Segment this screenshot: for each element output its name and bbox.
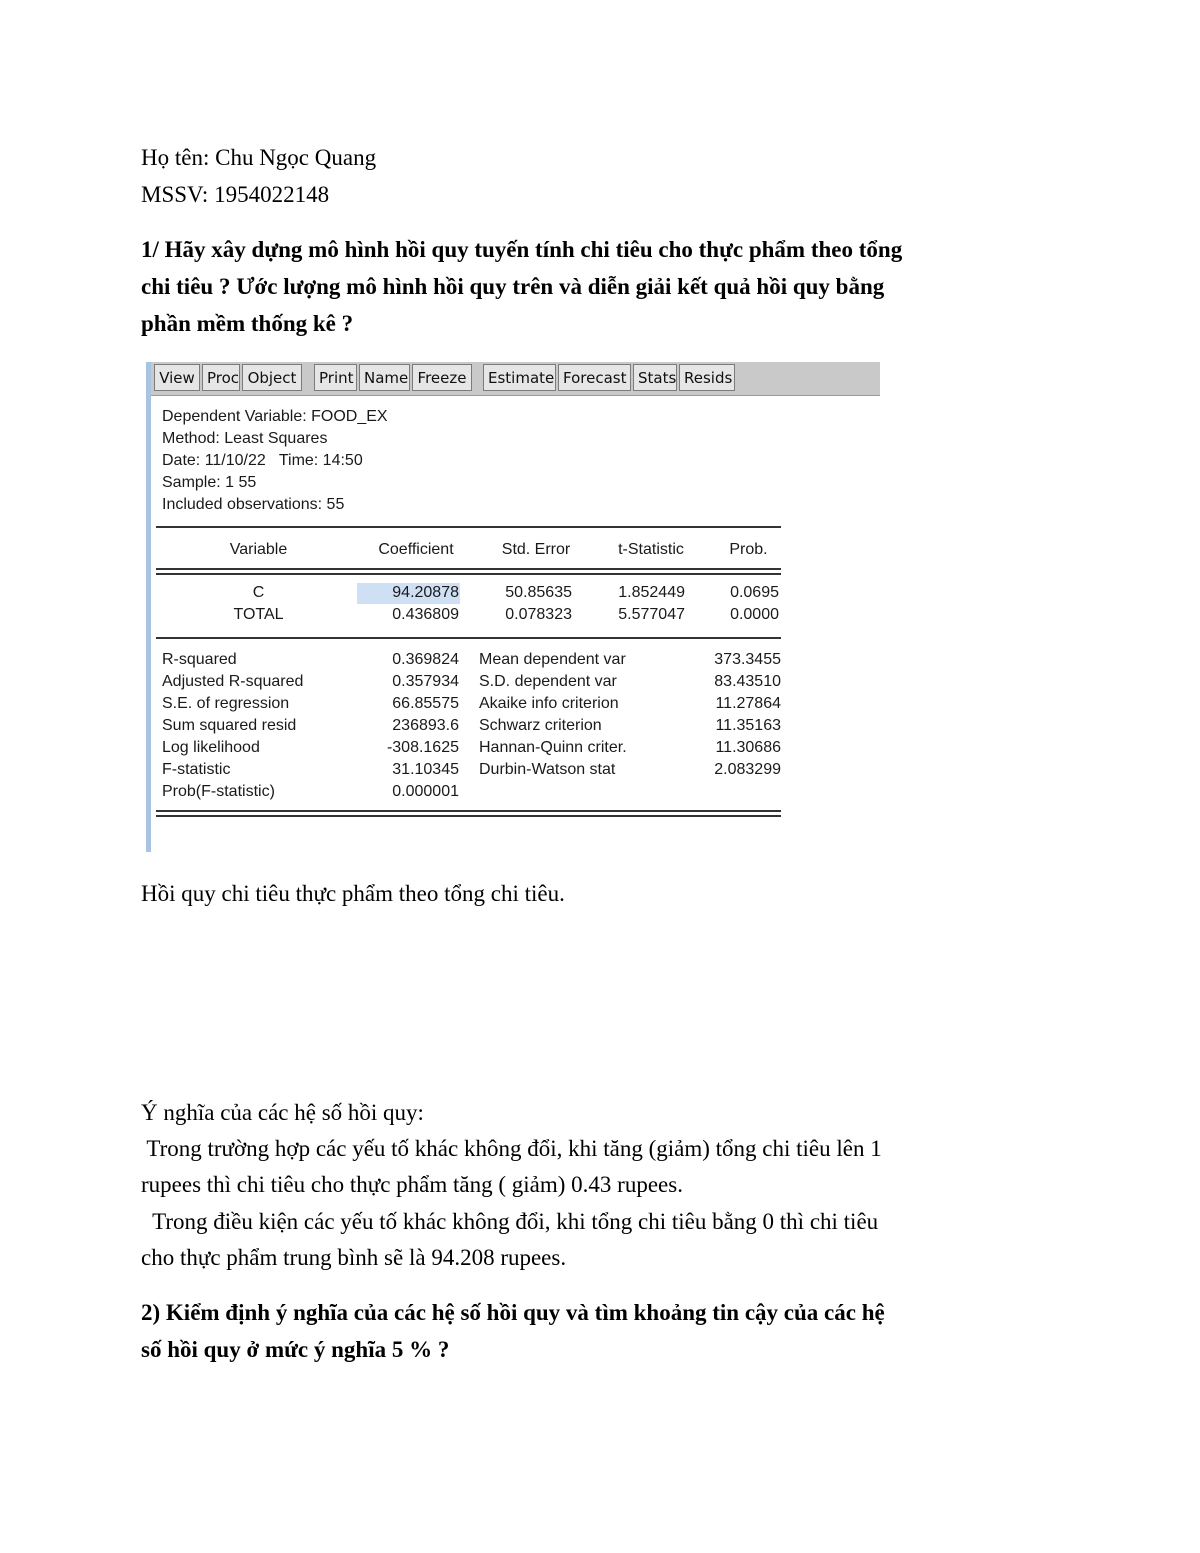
stat-label: Schwarz criterion [479,717,602,734]
column-header-t-statistic: t-Statistic [618,541,684,558]
prob-value: 0.0695 [730,584,779,601]
window-left-border [146,362,151,852]
stat-label: Mean dependent var [479,651,626,668]
method-info: Method: Least Squares [162,430,328,447]
question-1-line-3: phần mềm thống kê ? [141,311,354,336]
question-2-line-1: 2) Kiểm định ý nghĩa của các hệ số hồi quy và tìm khoảng tin cậy của các hệ [141,1300,885,1325]
stat-value: 0.357934 [392,673,459,690]
coefficient-value: 0.436809 [392,606,459,623]
stat-label: Log likelihood [162,739,260,756]
variable-name: C [252,584,265,601]
freeze-button[interactable]: Freeze [412,364,472,391]
stat-value: 11.27864 [715,695,781,712]
meaning-line-3: Trong điều kiện các yếu tố khác không đổi, khi tổng chi tiêu bằng 0 thì chi tiêu [141,1209,879,1234]
date-time-info: Date: 11/10/22 Time: 14:50 [162,452,363,469]
estimate-button[interactable]: Estimate [483,364,556,391]
stat-value: -308.1625 [386,739,459,756]
object-button[interactable]: Object [242,364,302,391]
meaning-line-1: Trong trường hợp các yếu tố khác không đổi, khi tăng (giảm) tổng chi tiêu lên 1 [141,1136,882,1161]
header-rule-1 [156,568,781,570]
stat-value: 2.083299 [714,761,781,778]
stat-label: F-statistic [162,761,231,778]
figure-caption: Hồi quy chi tiêu thực phẩm theo tổng chi tiêu. [141,881,565,906]
forecast-button[interactable]: Forecast [558,364,631,391]
variable-name: TOTAL [233,606,284,623]
stat-label: R-squared [162,651,237,668]
stats-rule [156,637,781,639]
resids-button[interactable]: Resids [679,364,735,391]
observations-info: Included observations: 55 [162,496,345,513]
bottom-rule-1 [156,810,781,812]
stat-value: 373.3455 [714,651,781,668]
stat-value: 236893.6 [392,717,459,734]
stat-label: Hannan-Quinn criter. [479,739,627,756]
column-header-prob: Prob. [729,541,768,558]
stat-value: 0.369824 [392,651,459,668]
question-1-line-2: chi tiêu ? Ước lượng mô hình hồi quy trên và diễn giải kết quả hồi quy bằng [141,274,885,299]
std-error-value: 0.078323 [505,606,572,623]
t-statistic-value: 1.852449 [618,584,685,601]
bottom-rule-2 [156,815,781,817]
stat-value: 11.30686 [715,739,781,756]
stat-value: 0.000001 [392,783,459,800]
meaning-title: Ý nghĩa của các hệ số hồi quy: [141,1100,424,1125]
print-button[interactable]: Print [314,364,357,391]
student-name: Họ tên: Chu Ngọc Quang [141,145,377,170]
prob-value: 0.0000 [730,606,779,623]
stat-label: Durbin-Watson stat [479,761,616,778]
view-button[interactable]: View [154,364,200,391]
stat-label: Sum squared resid [162,717,297,734]
header-rule-2 [156,573,781,575]
stat-value: 11.35163 [715,717,781,734]
meaning-line-4: cho thực phẩm trung bình sẽ là 94.208 rupees. [141,1245,567,1270]
name-button[interactable]: Name [359,364,410,391]
dependent-variable-info: Dependent Variable: FOOD_EX [162,408,388,425]
stat-label: S.E. of regression [162,695,290,712]
coefficient-value: 94.20878 [392,584,459,601]
table-top-rule [156,526,781,528]
question-1-line-1: 1/ Hãy xây dựng mô hình hồi quy tuyến tính chi tiêu cho thực phẩm theo tổng [141,237,903,262]
t-statistic-value: 5.577047 [618,606,685,623]
stat-value: 83.43510 [714,673,781,690]
stat-value: 31.10345 [392,761,459,778]
regression-output-window [146,362,880,852]
sample-info: Sample: 1 55 [162,474,257,491]
proc-button[interactable]: Proc [202,364,240,391]
std-error-value: 50.85635 [505,584,572,601]
question-2-line-2: số hồi quy ở mức ý nghĩa 5 % ? [141,1337,450,1362]
stat-value: 66.85575 [392,695,459,712]
column-header-variable: Variable [229,541,288,558]
column-header-coefficient: Coefficient [378,541,454,558]
meaning-line-2: rupees thì chi tiêu cho thực phẩm tăng ( giảm) 0.43 rupees. [141,1172,683,1197]
column-header-std-error: Std. Error [501,541,571,558]
student-id: MSSV: 1954022148 [141,182,330,207]
toolbar [151,362,880,396]
stat-label: Prob(F-statistic) [162,783,275,800]
stat-label: Adjusted R-squared [162,673,304,690]
stats-button[interactable]: Stats [633,364,677,391]
stat-label: Akaike info criterion [479,695,619,712]
stat-label: S.D. dependent var [479,673,617,690]
